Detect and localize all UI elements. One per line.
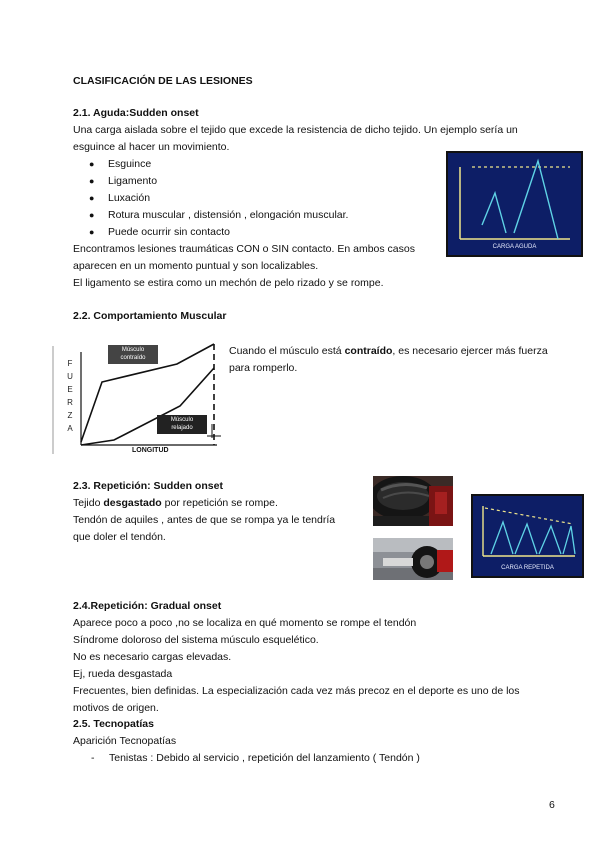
label-contracted-muscle: Músculo contraído [120,347,146,361]
list-item: ● Ligamento [73,173,348,190]
y-axis-label: F U E R Z A [67,359,73,433]
s21-bullet-list [73,156,348,241]
s24-line: Síndrome doloroso del sistema músculo esquelético. [73,634,319,646]
s25-dash-item: - Tenistas : Debido al servicio , repetición del lanzamiento ( Tendón ) [73,750,600,767]
x-axis-label: LONGITUD [132,447,169,454]
race-car-wheel-photo [373,538,453,580]
section-2-5-title: 2.5. Tecnopatías [73,718,154,730]
list-item: ● Rotura muscular , distensión , elongación muscular. [73,207,348,224]
acute-load-caption: CARGA AGUDA [492,244,537,250]
s21-paragraph-5: El ligamento se estira como un mechón de pelo rizado y se rompe. [73,277,384,289]
s24-line: Aparece poco a poco ,no se localiza en qué momento se rompe el tendón [73,617,417,629]
list-item: ● Luxación [73,190,348,207]
race-car-wheel-image [373,538,453,580]
s25-line: Aparición Tecnopatías [73,735,177,747]
s23-line-2: Tendón de aquiles , antes de que se rompa ya le tendría [73,514,336,526]
section-2-3-title: 2.3. Repetición: Sudden onset [73,480,223,492]
s24-line: motivos de origen. [73,702,159,714]
section-2-4-title: 2.4.Repetición: Gradual onset [73,600,222,612]
list-item: ● Esguince [73,156,348,173]
page-number: 6 [549,799,555,811]
section-2-2-title: 2.2. Comportamiento Muscular [73,310,227,322]
section-2-1-title: 2.1. Aguda:Sudden onset [73,107,199,119]
s23-line-3: que doler el tendón. [73,531,166,543]
s22-text-line-1: Cuando el músculo está contraído, es necesario ejercer más fuerza [229,345,548,357]
s21-paragraph-1: Una carga aislada sobre el tejido que excede la resistencia de dicho tejido. Un ejemplo sería un [73,124,518,136]
s23-line-1: Tejido desgastado por repetición se rompe. [73,497,278,509]
worn-tire-photo [373,476,453,526]
repeated-load-caption: CARGA REPETIDA [501,565,554,571]
muscle-force-graph [52,342,224,458]
s21-paragraph-3: Encontramos lesiones traumáticas CON o SIN contacto. En ambos casos [73,243,415,255]
s22-text-line-2: para romperlo. [229,362,298,374]
page-heading: CLASIFICACIÓN DE LAS LESIONES [73,75,253,87]
repeated-load-figure [471,494,584,578]
s21-paragraph-4: aparecen en un momento puntual y son localizables. [73,260,319,272]
acute-load-diagram [448,153,581,255]
s24-line: Ej, rueda desgastada [73,668,173,680]
label-relaxed-muscle: Músculo relajado [170,417,194,431]
s24-line: Frecuentes, bien definidas. La especialización cada vez más precoz en el deporte es uno de los [73,685,520,697]
s24-line: No es necesario cargas elevadas. [73,651,232,663]
worn-tire-image [373,476,453,526]
s21-paragraph-2: esguince al hacer un movimiento. [73,141,230,153]
acute-load-figure [446,151,583,257]
list-item: ● Puede ocurrir sin contacto [73,224,348,241]
